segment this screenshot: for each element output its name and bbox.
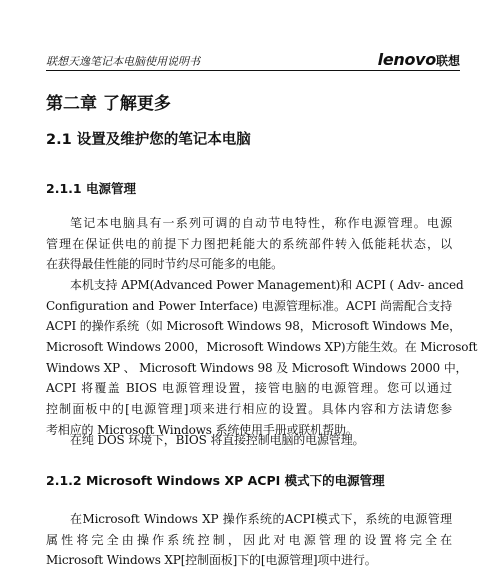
text-line: Configuration and Power Interface) 电源管理标准。ACPI 尚需配合支持: [46, 298, 452, 313]
page-header: [46, 50, 460, 71]
subsection-title-power-management: 2.1.1 电源管理: [46, 181, 136, 196]
text-line: ACPI 的操作系统（如 Microsoft Windows 98，Microsoft Windows Me，: [46, 319, 461, 334]
text-line: 在纯 DOS 环境下，BIOS 将直接控制电脑的电源管理。: [70, 433, 365, 447]
text-line: 考相应的 Microsoft Windows 系统使用手册或联机帮助。: [46, 422, 358, 437]
section-title: 2.1 设置及维护您的笔记本电脑: [46, 132, 251, 148]
text-line: 笔记本电脑具有一系列可调的自动节电特性，称作电源管理。电源: [70, 216, 452, 230]
paragraph-dos: [46, 430, 452, 451]
logo-text: lenovo: [377, 50, 436, 69]
text-line: 属性将完全由操作系统控制，因此对电源管理的设置将完全在: [46, 532, 452, 547]
text-line: Windows XP 、 Microsoft Windows 98 及 Microsoft Windows 2000 中，: [46, 360, 468, 375]
text-line: Microsoft Windows 2000，Microsoft Windows XP)方能生效。在 Microsoft: [46, 340, 478, 355]
subsection-title-xp-acpi: 2.1.2 Microsoft Windows XP ACPI 模式下的电源管理: [46, 473, 385, 488]
lenovo-logo: [378, 50, 460, 69]
text-line: 管理在保证供电的前提下力图把耗能大的系统部件转入低能耗状态，以: [46, 236, 452, 251]
paragraph-apm-acpi: [46, 275, 478, 441]
text-line: 本机支持 APM(Advanced Power Management)和 ACPI ( Adv- anced: [70, 278, 464, 292]
text-line: Microsoft Windows XP[控制面板]下的[电源管理]项中进行。: [46, 553, 377, 568]
text-line: 控制面板中的[电源管理]项来进行相应的设置。具体内容和方法请您参: [46, 402, 452, 417]
paragraph-xp-acpi: [46, 509, 452, 571]
paragraph-power-intro: [46, 213, 452, 275]
chapter-title: 第二章 了解更多: [46, 94, 171, 114]
text-line: 在Microsoft Windows XP 操作系统的ACPI模式下，系统的电源管理: [70, 512, 452, 526]
manual-title: 联想天逸笔记本电脑使用说明书: [46, 55, 200, 68]
text-line: ACPI 将覆盖 BIOS 电源管理设置，接管电脑的电源管理。您可以通过: [46, 381, 452, 396]
logo-cn: 联想: [435, 54, 460, 68]
text-line: 在获得最佳性能的同时节约尽可能多的电能。: [46, 257, 284, 272]
